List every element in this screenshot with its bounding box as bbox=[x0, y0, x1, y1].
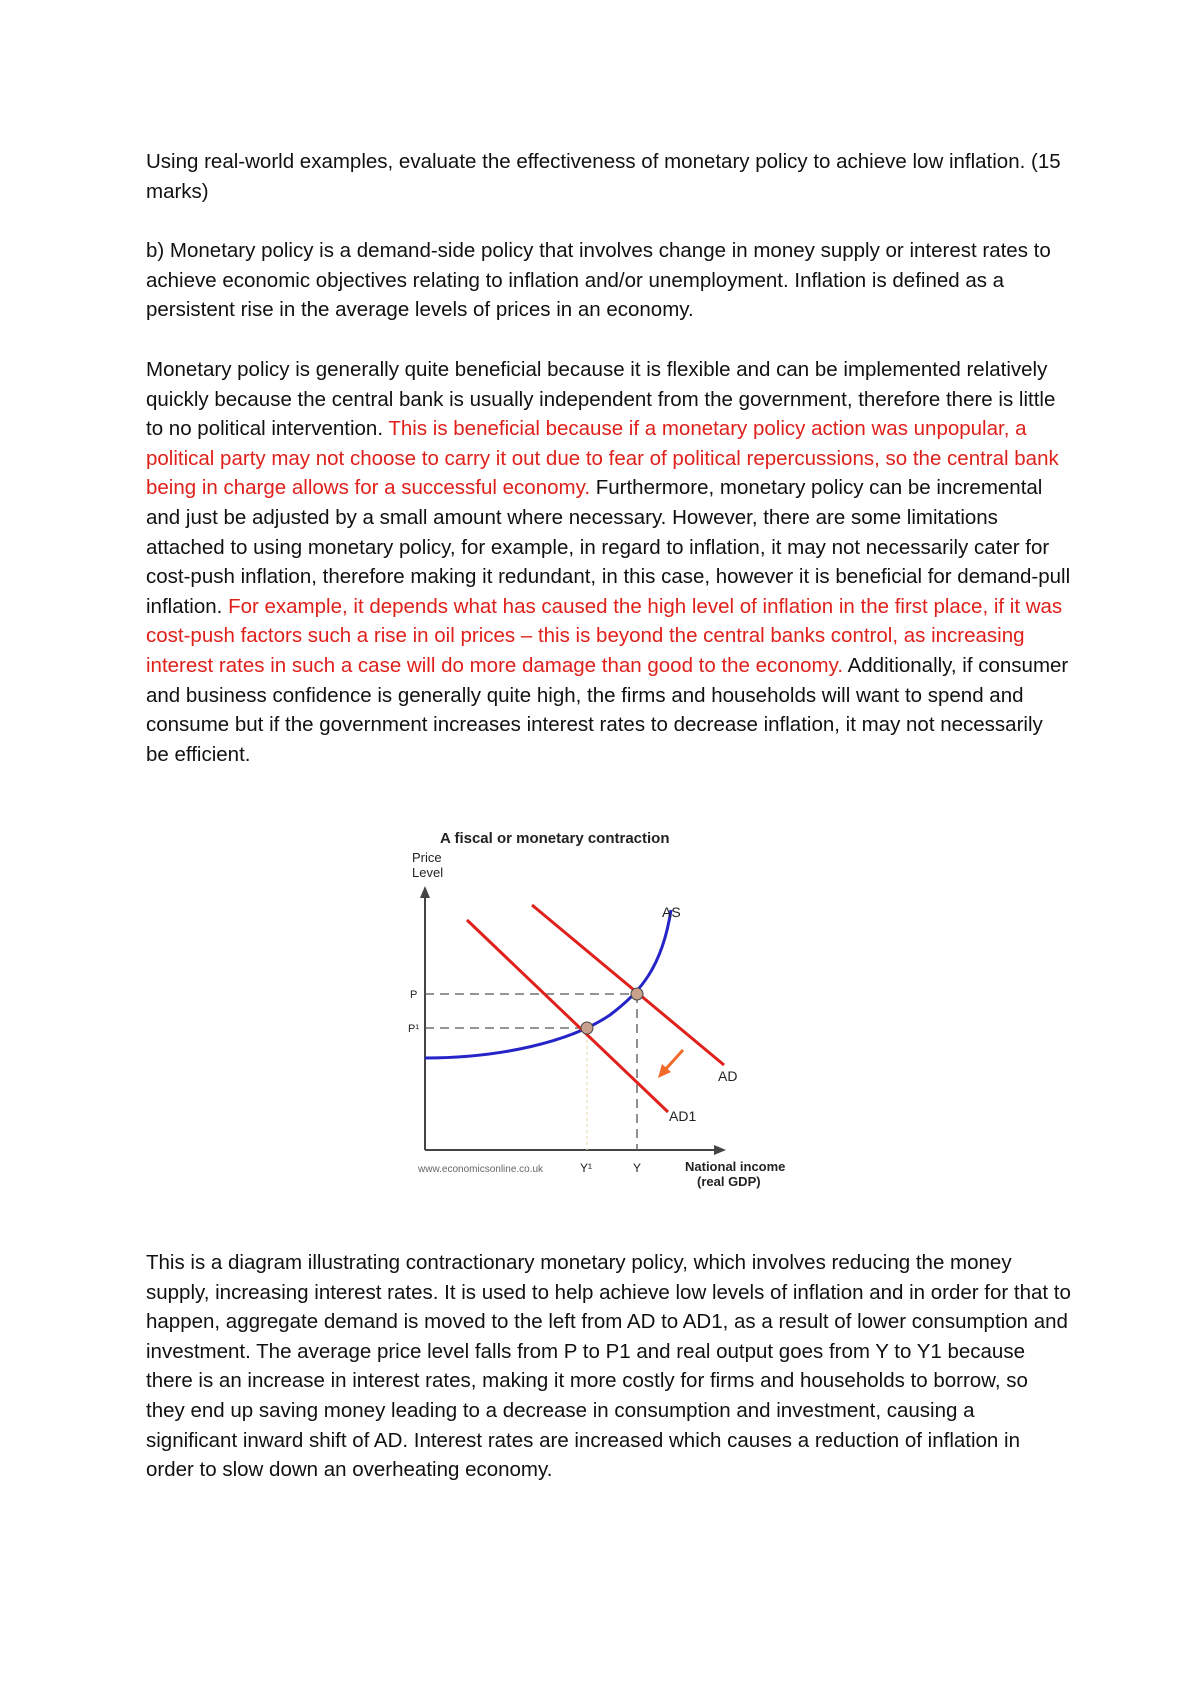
question-text bbox=[146, 147, 1071, 206]
x-axis-arrow-icon bbox=[714, 1145, 726, 1155]
y-axis-label-price: Price bbox=[412, 850, 442, 865]
diagram-source: www.economicsonline.co.uk bbox=[418, 1164, 544, 1175]
paragraph-2-sentence-2: Furthermore, monetary policy can be incremental and just be adjusted by a small amount where necessary. However, there are some limitations attached to using monetary policy, for example, in regard to inflation, it may not necessarily cater for cost-push inflation, therefore making it redundant, in this case, however it is beneficial for demand-pull inflation. bbox=[146, 476, 1071, 618]
diagram-title: A fiscal or monetary contraction bbox=[440, 830, 670, 847]
paragraph-2-red-comment-2: For example, it depends what has caused the high level of inflation in the first place, if it was cost-push factors such a rise in oil prices – this is beyond the central banks control, as increasing interest rates in such a case will do more damage than good to the economy. bbox=[146, 594, 1063, 677]
equilibrium-point-initial bbox=[631, 988, 643, 1000]
paragraph-2-sentence-3: Additionally, if consumer and business confidence is generally quite high, the firms and households will want to spend and consume but if the government increases interest rates to decrease inflation, it may not necessarily be efficient. bbox=[146, 653, 1069, 766]
p-label: P bbox=[410, 989, 418, 1001]
definition-paragraph bbox=[146, 236, 1071, 325]
shift-arrow-line bbox=[664, 1050, 683, 1071]
as-label: AS bbox=[662, 904, 681, 920]
y1-label: Y¹ bbox=[580, 1161, 592, 1175]
as-curve bbox=[425, 910, 671, 1058]
ad-curve bbox=[532, 905, 724, 1065]
diagram-explanation-paragraph bbox=[146, 1248, 1071, 1485]
evaluation-paragraph bbox=[146, 355, 1071, 769]
paragraph-1: b) Monetary policy is a demand-side policy that involves change in money supply or interest rates to achieve economic objectives relating to inflation and/or unemployment. Inflation is defined as a persistent rise in the average levels of prices in an economy. bbox=[146, 239, 1051, 322]
paragraph-2-red-comment-1: This is beneficial because if a monetary policy action was unpopular, a political party may not choose to carry it out due to fear of political repercussions, so the central bank being in charge allows for a successful economy. bbox=[146, 417, 1059, 500]
x-axis-label-national-income: National income bbox=[685, 1159, 786, 1174]
ad1-label: AD1 bbox=[669, 1108, 697, 1124]
paragraph-3: This is a diagram illustrating contractionary monetary policy, which involves reducing the money supply, increasing interest rates. It is used to help achieve low levels of inflation and in order for that to happen, aggregate demand is moved to the left from AD to AD1, as a result of lower consumption and investment. The average price level falls from P to P1 and real output goes from Y to Y1 because there is an increase in interest rates, making it more costly for firms and households to borrow, so they end up saving money leading to a decrease in consumption and investment, causing a significant inward shift of AD. Interest rates are increased which causes a reduction of inflation in order to slow down an overheating economy. bbox=[146, 1251, 1071, 1482]
y-axis-arrow-icon bbox=[420, 886, 430, 898]
ad-as-diagram bbox=[400, 820, 800, 1195]
p1-label: P¹ bbox=[408, 1023, 419, 1035]
paragraph-2-sentence-1: Monetary policy is generally quite beneficial because it is flexible and can be implemented relatively quickly because the central bank is usually independent from the government, therefore there is little to no political intervention. bbox=[146, 358, 1056, 441]
x-axis-label-real-gdp: (real GDP) bbox=[697, 1174, 761, 1189]
equilibrium-point-new bbox=[581, 1022, 593, 1034]
ad-label: AD bbox=[718, 1068, 738, 1084]
question-paragraph: Using real-world examples, evaluate the effectiveness of monetary policy to achieve low inflation. (15 marks) bbox=[146, 150, 1061, 203]
y-axis-label-level: Level bbox=[412, 865, 444, 880]
y-label: Y bbox=[633, 1161, 642, 1175]
paragraph-2 bbox=[146, 355, 1071, 769]
ad1-curve bbox=[467, 920, 668, 1112]
